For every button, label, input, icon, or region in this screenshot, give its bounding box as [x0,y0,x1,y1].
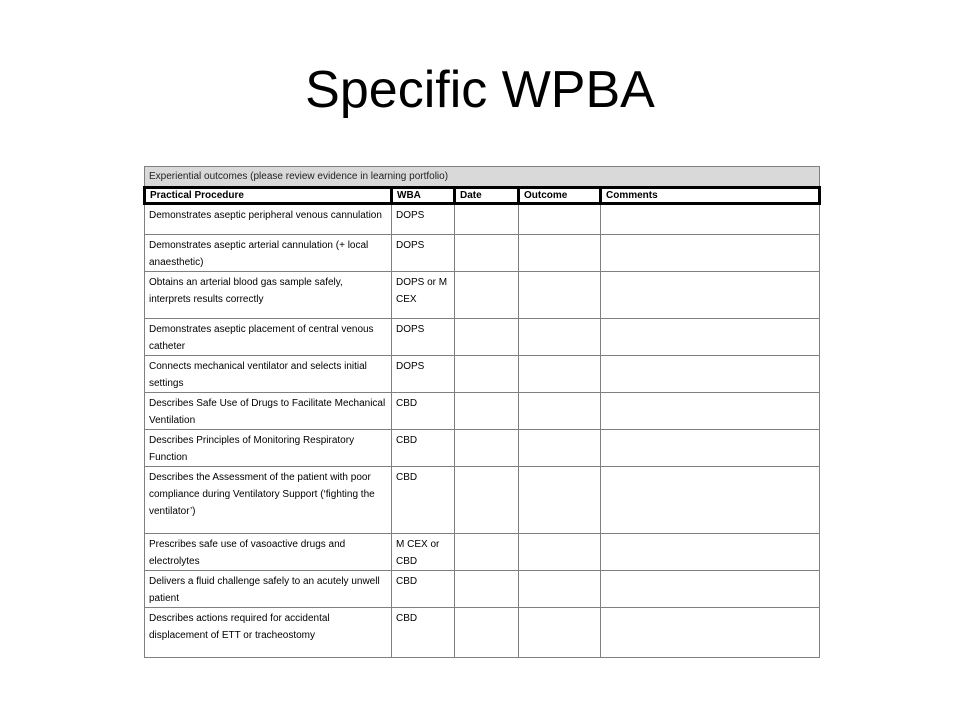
comments-cell[interactable] [601,467,820,534]
outcome-cell[interactable] [519,393,601,430]
wba-cell: CBD [392,467,455,534]
date-cell[interactable] [455,235,519,272]
table-row [145,235,820,272]
wba-cell: DOPS [392,319,455,356]
table-row [145,430,820,467]
date-cell[interactable] [455,608,519,658]
wba-cell: CBD [392,608,455,658]
table-row [145,534,820,571]
procedure-cell: Demonstrates aseptic placement of central venous catheter [145,319,392,356]
header-practical-procedure: Practical Procedure [145,188,392,204]
header-date: Date [455,188,519,204]
outcome-cell[interactable] [519,204,601,235]
comments-cell[interactable] [601,393,820,430]
table-row [145,571,820,608]
outcome-cell[interactable] [519,356,601,393]
comments-cell[interactable] [601,356,820,393]
table-row [145,272,820,319]
outcome-cell[interactable] [519,608,601,658]
comments-cell[interactable] [601,204,820,235]
table-row [145,356,820,393]
outcome-cell[interactable] [519,235,601,272]
wba-cell: DOPS [392,204,455,235]
date-cell[interactable] [455,534,519,571]
wba-cell: DOPS [392,235,455,272]
header-outcome: Outcome [519,188,601,204]
procedure-cell: Delivers a fluid challenge safely to an acutely unwell patient [145,571,392,608]
table-header-row [145,188,820,204]
date-cell[interactable] [455,571,519,608]
outcome-cell[interactable] [519,571,601,608]
procedure-cell: Demonstrates aseptic arterial cannulation (+ local anaesthetic) [145,235,392,272]
comments-cell[interactable] [601,319,820,356]
wba-cell: DOPS [392,356,455,393]
table-row [145,608,820,658]
outcome-cell[interactable] [519,430,601,467]
wba-cell: M CEX or CBD [392,534,455,571]
table-row [145,393,820,430]
date-cell[interactable] [455,272,519,319]
outcome-cell[interactable] [519,319,601,356]
date-cell[interactable] [455,467,519,534]
outcome-cell[interactable] [519,534,601,571]
date-cell[interactable] [455,430,519,467]
table-banner: Experiential outcomes (please review evidence in learning portfolio) [145,167,820,188]
header-wba: WBA [392,188,455,204]
table-row [145,319,820,356]
table-row [145,204,820,235]
procedure-cell: Describes actions required for accidental displacement of ETT or tracheostomy [145,608,392,658]
comments-cell[interactable] [601,608,820,658]
wpba-table [143,166,821,658]
procedure-cell: Describes Safe Use of Drugs to Facilitate Mechanical Ventilation [145,393,392,430]
table-banner-row [145,167,820,188]
wba-cell: CBD [392,430,455,467]
procedure-cell: Connects mechanical ventilator and selects initial settings [145,356,392,393]
date-cell[interactable] [455,204,519,235]
comments-cell[interactable] [601,430,820,467]
comments-cell[interactable] [601,571,820,608]
date-cell[interactable] [455,356,519,393]
comments-cell[interactable] [601,272,820,319]
procedure-cell: Demonstrates aseptic peripheral venous cannulation [145,204,392,235]
date-cell[interactable] [455,319,519,356]
date-cell[interactable] [455,393,519,430]
procedure-cell: Describes the Assessment of the patient with poor compliance during Ventilatory Support (‘fighting the ventilator’) [145,467,392,534]
procedure-cell: Prescribes safe use of vasoactive drugs and electrolytes [145,534,392,571]
procedure-cell: Describes Principles of Monitoring Respiratory Function [145,430,392,467]
comments-cell[interactable] [601,534,820,571]
table-row [145,467,820,534]
wba-cell: DOPS or M CEX [392,272,455,319]
header-comments: Comments [601,188,820,204]
comments-cell[interactable] [601,235,820,272]
page-title: Specific WPBA [305,61,655,119]
procedure-cell: Obtains an arterial blood gas sample safely, interprets results correctly [145,272,392,319]
outcome-cell[interactable] [519,467,601,534]
outcome-cell[interactable] [519,272,601,319]
wba-cell: CBD [392,571,455,608]
wba-cell: CBD [392,393,455,430]
